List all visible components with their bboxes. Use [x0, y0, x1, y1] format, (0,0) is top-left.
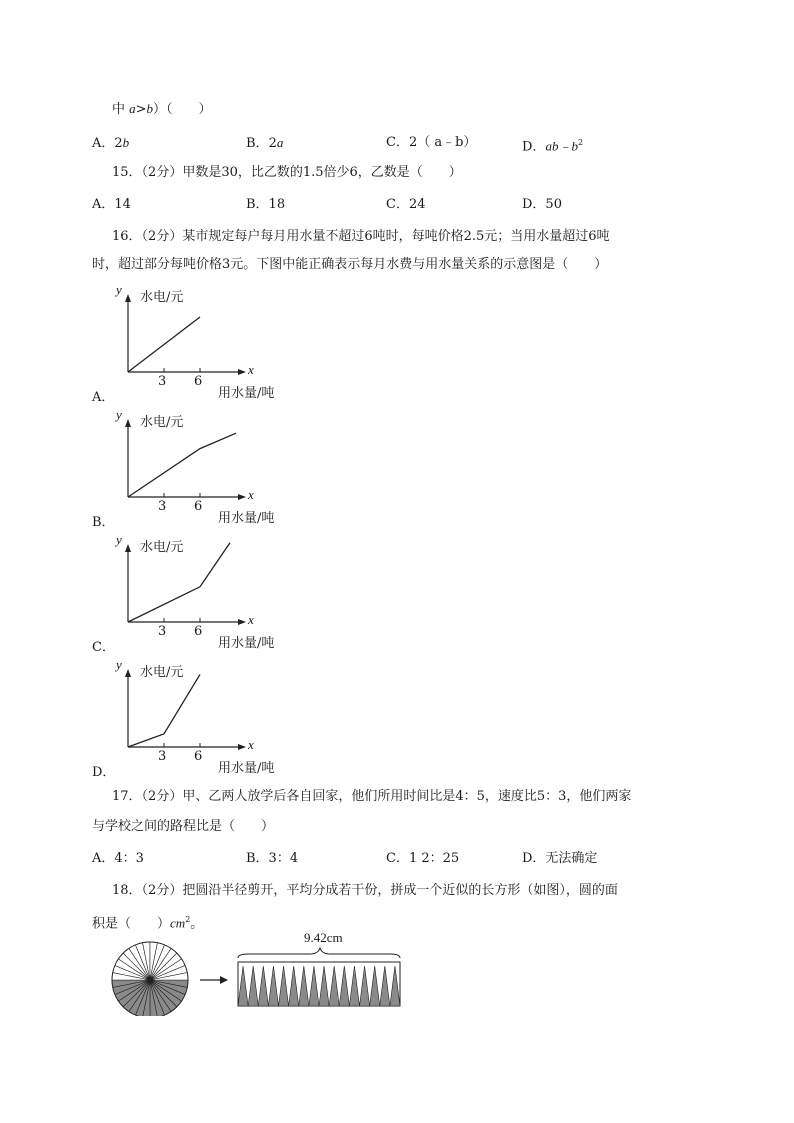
x-axis-var: x	[248, 612, 254, 627]
q14-gt: >	[135, 102, 147, 117]
q15-option-a[interactable]: A．14	[92, 197, 131, 212]
x-axis-var: x	[248, 737, 254, 752]
circle-to-rectangle-diagram	[108, 936, 408, 1016]
option-letter: B．	[246, 136, 269, 151]
x-axis-arrow	[238, 369, 246, 375]
q18-stem-line2	[92, 911, 203, 933]
q18-unit: cm	[170, 915, 186, 931]
option-letter: B．	[92, 515, 115, 530]
q17-option-c[interactable]: C．1 2：25	[386, 851, 460, 866]
q16-graph-a[interactable]	[92, 278, 312, 408]
q18-figure	[108, 930, 408, 1016]
option-letter: A．	[92, 390, 115, 405]
q16-stem-line1: 16．（2分）某市规定每户每月用水量不超过6吨时，每吨价格2.5元；当用水量超过6吨	[112, 229, 610, 244]
x-axis-label: 用水量/吨	[218, 761, 275, 776]
arrow-icon	[200, 976, 228, 984]
cost-line	[128, 433, 236, 497]
tick-label-3: 3	[158, 749, 167, 764]
option-text: 2	[268, 136, 277, 151]
x-axis-var: x	[248, 362, 254, 377]
brace	[238, 948, 400, 958]
q14-option-d[interactable]	[522, 134, 583, 156]
option-letter: C．	[92, 640, 115, 655]
tick-label-6: 6	[194, 624, 203, 639]
y-axis-label: 水电/元	[140, 290, 184, 305]
tick-label-3: 3	[158, 499, 167, 514]
option-sup: 2	[577, 138, 584, 147]
q14-option-c[interactable]	[386, 134, 476, 152]
q14-option-b[interactable]	[246, 134, 283, 153]
x-axis-var: x	[248, 487, 254, 502]
q16-graph-c[interactable]	[92, 528, 312, 658]
y-axis-var: y	[116, 657, 122, 672]
option-letter: D．	[92, 765, 116, 780]
q14-var-a: a	[129, 101, 136, 116]
q15-option-d[interactable]: D．50	[522, 197, 562, 212]
y-axis-var: y	[116, 282, 122, 297]
q16-graph-b[interactable]	[92, 403, 312, 533]
q18-line2-end: 。	[190, 916, 204, 932]
x-axis-arrow	[238, 494, 246, 500]
q17-stem-line2: 与学校之间的路程比是（ ）	[92, 819, 275, 834]
q17-stem-line1: 17．（2分）甲、乙两人放学后各自回家，他们所用时间比是4：5，速度比5：3，他们两家	[112, 789, 632, 804]
q15-stem: 15．（2分）甲数是30，比乙数的1.5倍少6，乙数是（ ）	[112, 165, 462, 180]
q14-cont-suffix: ）（ ）	[153, 102, 212, 117]
q17-option-b[interactable]: B．3：4	[246, 851, 299, 866]
q14-option-a[interactable]	[92, 134, 129, 153]
y-axis-label: 水电/元	[140, 540, 184, 555]
option-letter: A．	[92, 136, 115, 151]
q14-var-b: b	[146, 101, 154, 116]
option-text: 2（ a﹣b）	[408, 135, 477, 150]
cost-line	[128, 674, 200, 747]
q18-stem-line1: 18．（2分）把圆沿半径剪开，平均分成若干份，拼成一个近似的长方形（如图），圆的面	[112, 883, 618, 898]
y-axis-var: y	[116, 532, 122, 547]
option-letter: D．	[522, 139, 546, 155]
q15-option-b[interactable]: B．18	[246, 197, 286, 212]
option-var: b	[122, 135, 130, 150]
q14-continuation	[112, 100, 212, 119]
y-axis-label: 水电/元	[140, 415, 184, 430]
circle-sectors	[112, 942, 188, 1016]
tick-label-6: 6	[194, 499, 203, 514]
y-axis-arrow	[125, 419, 131, 427]
q14-cont-prefix: 中	[112, 102, 130, 117]
y-axis-label: 水电/元	[140, 665, 184, 680]
q17-option-a[interactable]: A．4：3	[92, 851, 144, 866]
q16-stem-line2: 时，超过部分每吨价格3元。下图中能正确表示每月水费与用水量关系的示意图是（ ）	[92, 257, 608, 272]
rect-length-label: 9.42cm	[304, 930, 343, 945]
tick-label-6: 6	[194, 749, 203, 764]
x-axis-label: 用水量/吨	[218, 386, 275, 401]
tick-label-3: 3	[158, 374, 167, 389]
q18-unit-sup: 2	[185, 915, 191, 924]
option-letter: C．	[386, 135, 409, 150]
x-axis-label: 用水量/吨	[218, 636, 275, 651]
option-text: 2	[114, 136, 123, 151]
y-axis-arrow	[125, 669, 131, 677]
x-axis-label: 用水量/吨	[218, 511, 275, 526]
q15-option-c[interactable]: C．24	[386, 197, 426, 212]
y-axis-arrow	[125, 294, 131, 302]
tick-label-3: 3	[158, 624, 167, 639]
option-var: a	[276, 135, 284, 150]
x-axis-arrow	[238, 619, 246, 625]
q17-option-d[interactable]: D．无法确定	[522, 851, 598, 866]
q16-graph-d[interactable]	[92, 653, 312, 783]
approx-rectangle	[238, 962, 400, 1006]
q18-line2-text: 积是（ ）	[92, 916, 171, 932]
y-axis-arrow	[125, 544, 131, 552]
cost-line	[128, 317, 200, 372]
option-text: ab﹣b	[545, 138, 578, 154]
y-axis-var: y	[116, 407, 122, 422]
tick-label-6: 6	[194, 374, 203, 389]
x-axis-arrow	[238, 744, 246, 750]
